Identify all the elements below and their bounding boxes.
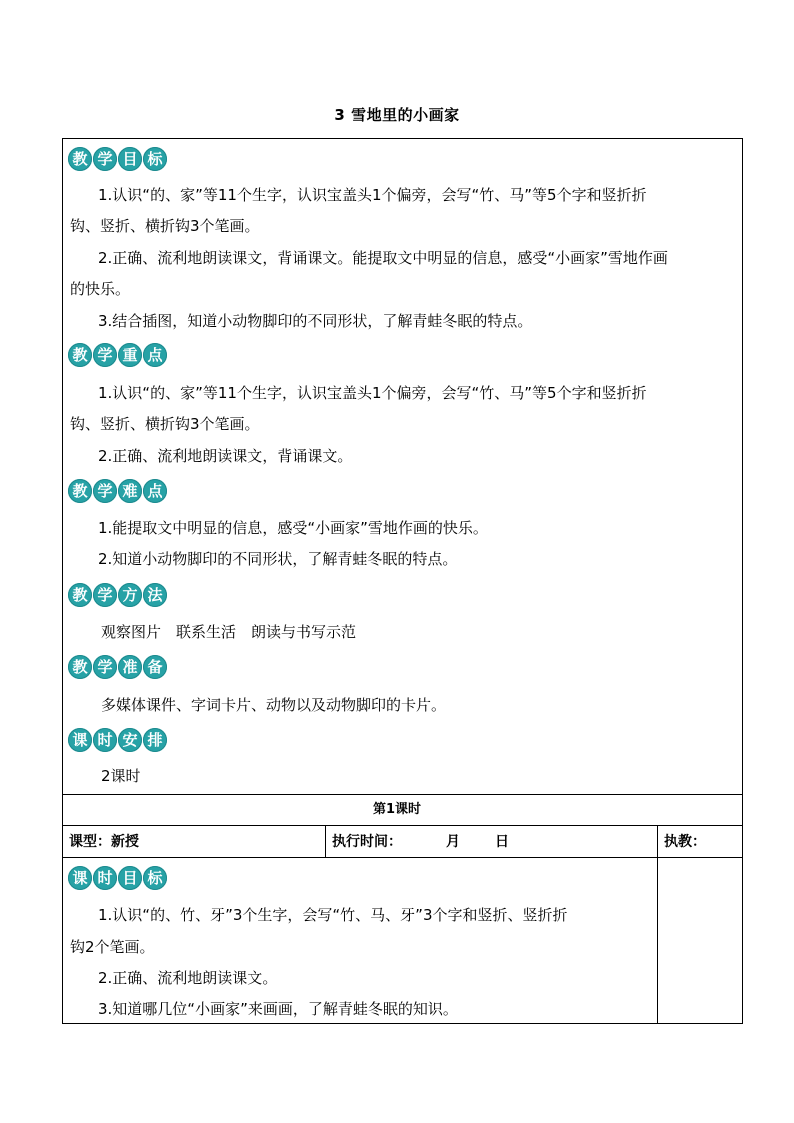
tag-char: 教 <box>68 147 92 171</box>
tag-char: 学 <box>93 479 117 503</box>
tag-char: 学 <box>93 147 117 171</box>
divider <box>657 825 658 1024</box>
divider <box>62 794 743 795</box>
section-tag-goals <box>68 147 167 173</box>
tag-char: 教 <box>68 583 92 607</box>
tag-char: 时 <box>93 728 117 752</box>
tag-char: 课 <box>68 866 92 890</box>
tag-char: 学 <box>93 583 117 607</box>
goal-line: 钩、竖折、横折钩3个笔画。 <box>70 217 260 235</box>
tag-char: 点 <box>143 479 167 503</box>
divider <box>62 825 743 826</box>
lesson-goal-line: 钩2个笔画。 <box>70 938 155 956</box>
tag-char: 目 <box>118 866 142 890</box>
tag-char: 准 <box>118 655 142 679</box>
tag-char: 教 <box>68 479 92 503</box>
preparation-line: 多媒体课件、字词卡片、动物以及动物脚印的卡片。 <box>101 696 447 714</box>
goal-line: 3.结合插图，知道小动物脚印的不同形状，了解青蛙冬眠的特点。 <box>98 312 533 330</box>
tag-char: 点 <box>143 343 167 367</box>
day-label: 日 <box>495 834 509 850</box>
tag-char: 教 <box>68 655 92 679</box>
tag-char: 安 <box>118 728 142 752</box>
tag-char: 标 <box>143 866 167 890</box>
tag-char: 方 <box>118 583 142 607</box>
section-tag-lesson-goals <box>68 866 167 892</box>
tag-char: 重 <box>118 343 142 367</box>
tag-char: 排 <box>143 728 167 752</box>
tag-char: 标 <box>143 147 167 171</box>
lesson-type: 课型：新授 <box>69 834 139 850</box>
tag-char: 备 <box>143 655 167 679</box>
divider <box>325 825 326 857</box>
goal-line: 的快乐。 <box>70 280 131 298</box>
tag-char: 学 <box>93 343 117 367</box>
methods-line: 观察图片 联系生活 朗读与书写示范 <box>101 623 357 641</box>
teacher-label: 执教： <box>664 834 706 850</box>
tag-char: 课 <box>68 728 92 752</box>
tag-char: 目 <box>118 147 142 171</box>
execution-time-label: 执行时间： <box>332 834 402 850</box>
keypoint-line: 钩、竖折、横折钩3个笔画。 <box>70 415 260 433</box>
divider <box>62 857 743 858</box>
keypoint-line: 1.认识“的、家”等11个生字，认识宝盖头1个偏旁，会写“竹、马”等5个字和竖折折 <box>98 384 647 402</box>
difficulty-line: 1.能提取文中明显的信息，感受“小画家”雪地作画的快乐。 <box>98 519 488 537</box>
keypoint-line: 2.正确、流利地朗读课文，背诵课文。 <box>98 447 353 465</box>
difficulty-line: 2.知道小动物脚印的不同形状，了解青蛙冬眠的特点。 <box>98 550 458 568</box>
tag-char: 教 <box>68 343 92 367</box>
section-tag-preparation <box>68 655 167 681</box>
tag-char: 难 <box>118 479 142 503</box>
section-tag-keypoints <box>68 343 167 369</box>
tag-char: 学 <box>93 655 117 679</box>
section-tag-schedule <box>68 728 167 754</box>
goal-line: 1.认识“的、家”等11个生字，认识宝盖头1个偏旁，会写“竹、马”等5个字和竖折折 <box>98 186 647 204</box>
lesson-goal-line: 3.知道哪几位“小画家”来画画，了解青蛙冬眠的知识。 <box>98 1000 458 1018</box>
schedule-line: 2课时 <box>101 767 141 785</box>
month-label: 月 <box>446 834 460 850</box>
tag-char: 法 <box>143 583 167 607</box>
lesson-goal-line: 1.认识“的、竹、牙”3个生字，会写“竹、马、牙”3个字和竖折、竖折折 <box>98 906 568 924</box>
lesson-heading: 第1课时 <box>372 802 422 817</box>
section-tag-methods <box>68 583 167 609</box>
page-title: 3 雪地里的小画家 <box>334 106 460 124</box>
tag-char: 时 <box>93 866 117 890</box>
section-tag-difficulties <box>68 479 167 505</box>
lesson-goal-line: 2.正确、流利地朗读课文。 <box>98 969 278 987</box>
goal-line: 2.正确、流利地朗读课文，背诵课文。能提取文中明显的信息，感受“小画家”雪地作画 <box>98 249 668 267</box>
